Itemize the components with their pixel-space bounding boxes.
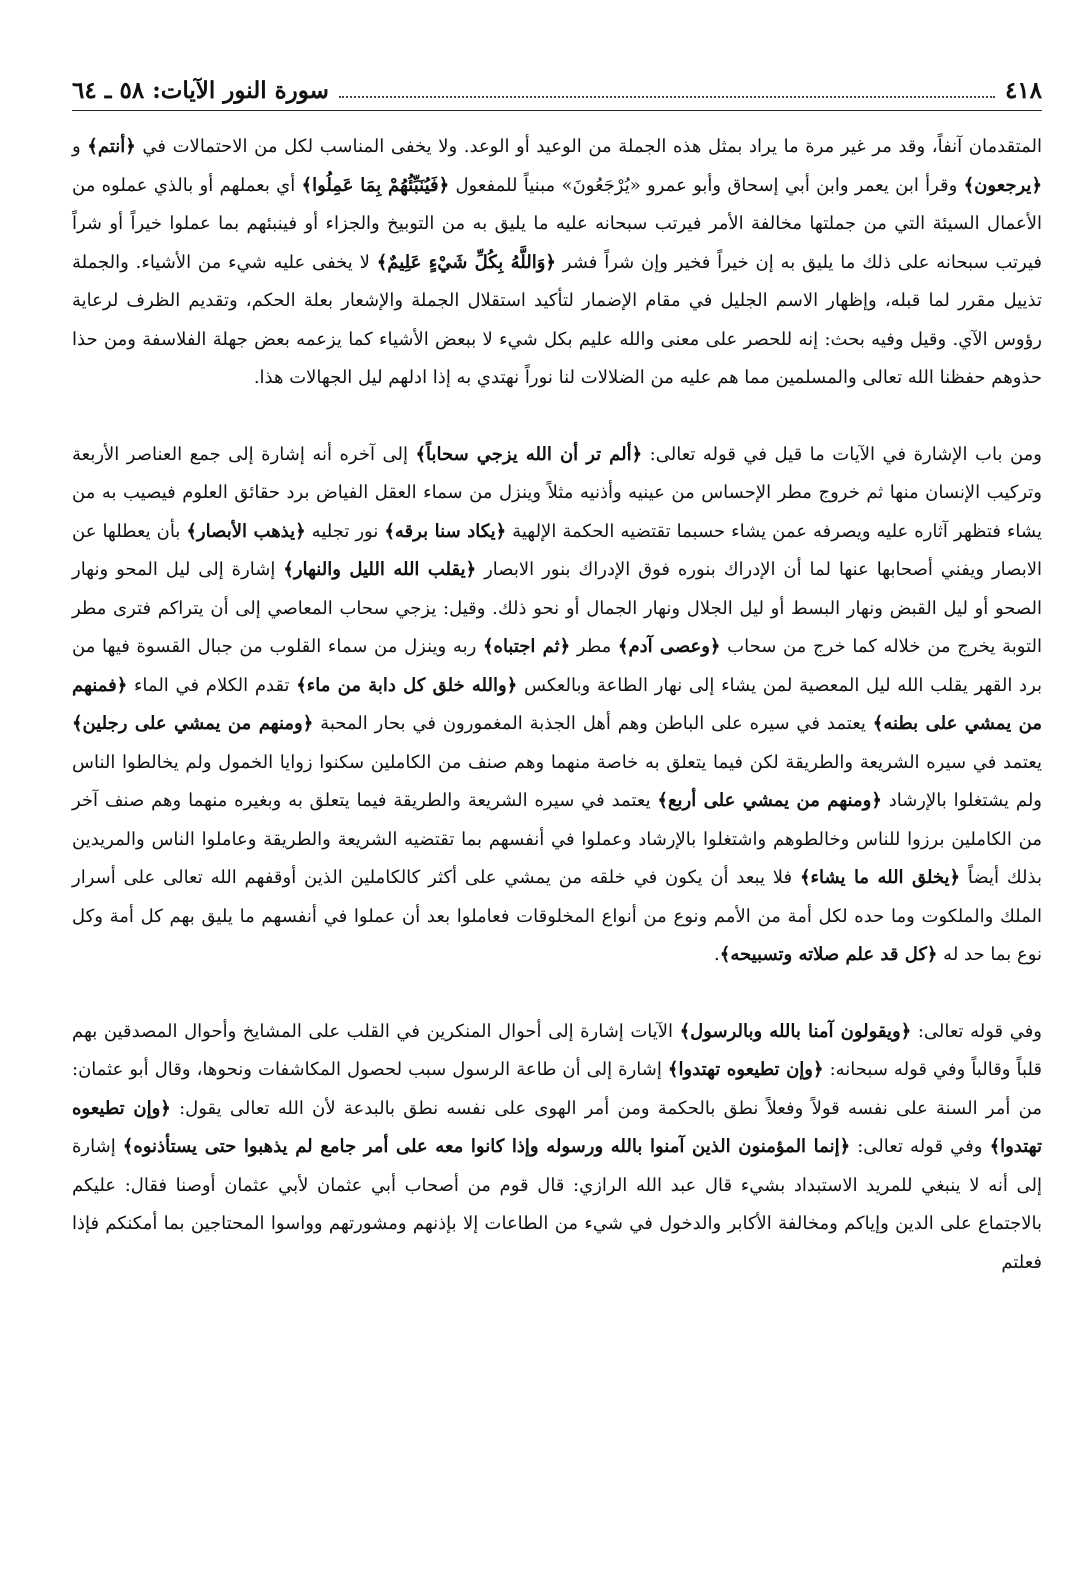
quranic-quote: ﴿ومنهم من يمشي على أربع﴾: [657, 790, 882, 811]
quranic-quote: ﴿يخلق الله ما يشاء﴾: [800, 867, 961, 888]
paragraph-3: [72, 1013, 1042, 1283]
quranic-quote: ﴿إنما المؤمنون الذين آمنوا بالله ورسوله وإذا كانوا معه على أمر جامع لم يذهبوا حتى يستأذنوه﴾: [122, 1136, 851, 1157]
page-header: [72, 70, 1042, 111]
text-run: أي بعملهم أو بالذي عملوه من الأعمال السيئة التي من جملتها مخالفة الأمر فيرتب سبحانه عليه ما يليق به من التوبيخ والجزاء أو فينبئهم بما عملوا خيراً أو شراً فيرتب سبحانه على ذلك ما يليق به إن خيراً فخير وإن شراً فشر: [72, 174, 1042, 273]
text-run: الآيات إشارة إلى أحوال المنكرين في القلب على المشايخ وأحوال المصدقين بهم قلباً وقالباً وفي قوله سبحانه:: [72, 1020, 1043, 1080]
quranic-quote: ﴿ويقولون آمنا بالله وبالرسول﴾: [679, 1020, 912, 1042]
text-run: إشارة إلى أنه لا ينبغي للمريد الاستبداد بشيء قال عبد الله الرازي: قال قوم من أصحاب أبي عثمان لأبي عثمان أوصنا فقال: عليكم بالاجتماع على الدين وإياكم ومخالفة الأكابر والدخول في شيء من الطاعات إلا بإذنهم ومشورتهم وواسوا المحتاجين بما أمكنكم فإذا فعلتم: [72, 1136, 1043, 1273]
text-run: إلى آخره أنه إشارة إلى جمع العناصر الأربعة وتركيب الإنسان منها ثم خروج مطر الإحساس من عينيه وأذنيه مثلاً وينزل من سماء العقل الفياض برد حقائق العلوم فيصيب به من يشاء فتظهر آثاره عليه ويصرفه عمن يشاء حسبما تقتضيه الحكمة الإلهية: [72, 443, 1042, 542]
text-run: بأن يعطلها عن الابصار ويفني أصحابها عنها لما أن الإدراك بنوره فوق الإدراك بنور الابصار: [72, 520, 1043, 580]
quranic-quote: ﴿وعصى آدم﴾: [617, 636, 721, 657]
text-run: المتقدمان آنفاً، وقد مر غير مرة ما يراد بمثل هذه الجملة من الوعيد أو الوعد. ولا يخفى المناسب لكل من الاحتمالات في: [135, 136, 1042, 157]
quranic-quote: ﴿وإن تطيعوه تهتدوا﴾: [72, 1097, 1042, 1157]
quranic-quote: ﴿ومنهم من يمشي على رجلين﴾: [72, 713, 314, 734]
paragraph-1: [72, 128, 1042, 398]
text-run: فلا يبعد أن يكون في خلقه من يمشي على أكثر كالكاملين الذين أوقفهم الله تعالى على أسرار الملك والملكوت وما حده لكل أمة من الأمم ونوع من أنواع المخلوقات فعاملوا بعد أن عملوا في أنفسهم ما يليق بهم كل أمة وكل نوع بما حد له: [72, 867, 1042, 965]
quranic-quote: ﴿والله خلق كل دابة من ماء﴾: [296, 674, 518, 696]
text-run: إشارة إلى ليل المحو ونهار الصحو أو ليل القبض ونهار البسط أو ليل الجلال ونهار الجمال أو نحو ذلك. وقيل: يزجي سحاب المعاصي إلى أن يتراكم فترى مطر التوبة يخرج من خلاله كما خرج من سحاب: [72, 559, 1042, 657]
quranic-quote: ﴿أنتم﴾: [87, 136, 136, 157]
quranic-quote: ﴿ألم تر أن الله يزجي سحاباً﴾: [415, 443, 643, 465]
text-run: إشارة إلى أن طاعة الرسول سبب لحصول المكاشفات ونحوها، وقال أبو عثمان: من أمر السنة على نفسه قولاً وفعلاً نطق بالحكمة ومن أمر الهوى على نفسه نطق بالبدعة لأن الله تعالى يقول:: [72, 1059, 1042, 1119]
text-run: يعتمد في سيره الشريعة والطريقة لكن فيما يتعلق به خاصة منهما وهم صنف من الكاملين سكنوا زوايا الخمول ولم يخالطوا الناس ولم يشتغلوا بالإرشاد: [72, 751, 1042, 811]
text-run: نور تجليه: [305, 520, 385, 542]
text-run: ربه وينزل من سماء القلوب من جبال القسوة فيها من برد القهر يقلب الله ليل المعصية لمن يشاء إلى نهار الطاعة وبالعكس: [72, 636, 1043, 696]
text-run: و: [72, 136, 88, 157]
paragraph-2: [72, 436, 1042, 975]
quranic-quote: ﴿يذهب الأبصار﴾: [186, 520, 306, 542]
book-page: [72, 0, 1042, 1573]
leader-dots: [339, 82, 995, 98]
quranic-quote: ﴿فمنهم من يمشي على بطنه﴾: [72, 674, 1042, 734]
quranic-quote: ﴿وإن تطيعوه تهتدوا﴾: [667, 1059, 824, 1080]
text-run: يعتمد في سيره على الباطن وهم أهل الجذبة المغمورون في بحار المحبة: [313, 713, 873, 734]
text-run: وفي قوله تعالى:: [850, 1136, 990, 1157]
text-run: .: [714, 944, 720, 965]
quranic-quote: ﴿كل قد علم صلاته وتسبيحه﴾: [719, 944, 938, 965]
text-run: يعتمد في سيره الشريعة والطريقة فيما يتعلق به وبغيره منهما وهم صنف آخر من الكاملين برزوا للناس وخالطوهم واشتغلوا بالإرشاد وعملوا في أنفسهم بما تقتضيه الشريعة والطريقة وعاملوا الناس والمريدين بذلك أيضاً: [72, 790, 1042, 888]
quranic-quote: ﴿يقلب الله الليل والنهار﴾: [283, 559, 477, 580]
quranic-quote: ﴿يرجعون﴾: [963, 174, 1042, 196]
body-text: [72, 128, 1042, 1282]
text-run: ومن باب الإشارة في الآيات ما قيل في قوله تعالى:: [642, 443, 1042, 465]
page-number: ٤١٨: [1004, 76, 1042, 104]
quranic-quote: ﴿فَيُنَبِّئُهُمْ بِمَا عَمِلُوا﴾: [301, 174, 450, 196]
text-run: وفي قوله تعالى:: [911, 1020, 1042, 1042]
text-run: لا يخفى عليه شيء من الأشياء. والجملة تذييل مقرر لما قبله، وإظهار الاسم الجليل في مقام الإضمار لتأكيد استقلال الجملة والإشعار بعلة الحكم، وتقديم الظرف لرعاية رؤوس الآي. وقيل وفيه بحث: إنه للحصر على معنى والله عليم بكل شيء لا ببعض الأشياء كما يزعمه بعض جهلة الفلاسفة ومن حذا حذوهم حفظنا الله تعالى والمسلمين مما هم عليه من الضلالات لنا نوراً نهتدي به إذا ادلهم ليل الجهالات هذا.: [72, 251, 1042, 388]
quranic-quote: ﴿ثم اجتباه﴾: [482, 636, 571, 657]
text-run: تقدم الكلام في الماء: [127, 674, 297, 696]
surah-title: سورة النور الآيات: ٥٨ ـ ٦٤: [72, 76, 329, 104]
quranic-quote: ﴿وَاللَّهُ بِكُلِّ شَيْءٍ عَلِيمٌ﴾: [376, 251, 556, 273]
text-run: مطر: [570, 636, 618, 657]
text-run: وقرأ ابن يعمر وابن أبي إسحاق وأبو عمرو «يُرْجَعُونَ» مبنياً للمفعول: [449, 174, 964, 196]
quranic-quote: ﴿يكاد سنا برقه﴾: [384, 520, 507, 542]
